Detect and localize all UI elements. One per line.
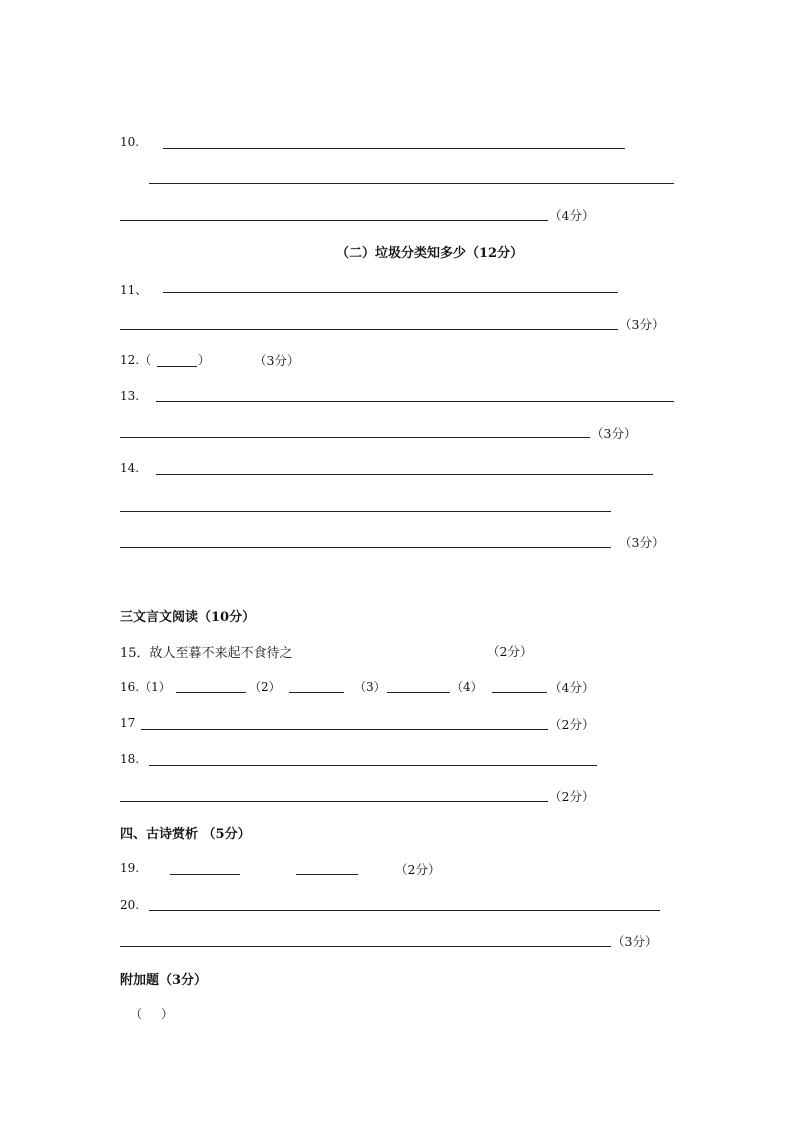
q15-score: （2分） — [487, 644, 533, 659]
q17-answer-line[interactable] — [141, 729, 548, 730]
q20-score: （3分） — [612, 934, 658, 949]
q11-label: 11、 — [120, 283, 148, 297]
q18-label: 18. — [120, 752, 140, 766]
q19-blank-1[interactable] — [170, 874, 240, 875]
q16-part-2: （2） — [249, 680, 281, 694]
q16-label: 16.（1） — [120, 680, 171, 694]
q16-blank-2[interactable] — [289, 692, 344, 693]
q16-part-4: （4） — [451, 680, 483, 694]
section-3-title: 三文言文阅读（10分） — [120, 610, 256, 625]
q12-label: 12.（ — [120, 353, 152, 367]
q13-answer-line-2[interactable] — [120, 437, 590, 438]
section-4-title: 四、古诗赏析 （5分） — [120, 827, 251, 842]
q18-answer-line-1[interactable] — [149, 765, 597, 766]
q11-score: （3分） — [619, 317, 665, 332]
q14-label: 14. — [120, 461, 140, 475]
q14-score: （3分） — [619, 535, 665, 550]
q19-blank-2[interactable] — [296, 874, 358, 875]
q17-score: （2分） — [549, 717, 595, 732]
q10-answer-line-1[interactable] — [163, 148, 625, 149]
q11-answer-line-2[interactable] — [120, 329, 618, 330]
q10-label: 10. — [120, 135, 140, 149]
bonus-answer-brackets[interactable]: （ ） — [130, 1007, 174, 1021]
q12-score: （3分） — [254, 353, 300, 368]
q16-score: （4分） — [549, 680, 595, 695]
q12-bracket-close: ） — [198, 353, 211, 367]
q15-prompt: 15．故人至暮不来起不食待之 — [120, 646, 293, 661]
q18-answer-line-2[interactable] — [120, 801, 548, 802]
q16-blank-4[interactable] — [492, 692, 547, 693]
q13-label: 13. — [120, 389, 140, 403]
q12-answer-blank[interactable] — [157, 366, 197, 367]
q14-answer-line-3[interactable] — [120, 547, 611, 548]
q10-answer-line-2[interactable] — [149, 183, 674, 184]
q14-answer-line-1[interactable] — [156, 474, 653, 475]
q17-label: 17 — [120, 716, 136, 730]
q11-answer-line-1[interactable] — [163, 292, 618, 293]
q13-answer-line-1[interactable] — [156, 401, 674, 402]
q18-score: （2分） — [549, 789, 595, 804]
q20-answer-line-2[interactable] — [120, 946, 611, 947]
q10-score: （4分） — [549, 208, 595, 223]
q20-label: 20. — [120, 898, 140, 912]
q13-score: （3分） — [591, 426, 637, 441]
q14-answer-line-2[interactable] — [120, 511, 611, 512]
q16-part-3: （3） — [354, 680, 386, 694]
q16-blank-1[interactable] — [176, 692, 246, 693]
q10-answer-line-3[interactable] — [120, 220, 548, 221]
q20-answer-line-1[interactable] — [149, 910, 660, 911]
section-2-title: （二）垃圾分类知多少（12分） — [336, 246, 524, 261]
q16-blank-3[interactable] — [387, 692, 450, 693]
q19-score: （2分） — [395, 862, 441, 877]
q19-label: 19. — [120, 861, 140, 875]
bonus-title: 附加题（3分） — [120, 973, 208, 988]
